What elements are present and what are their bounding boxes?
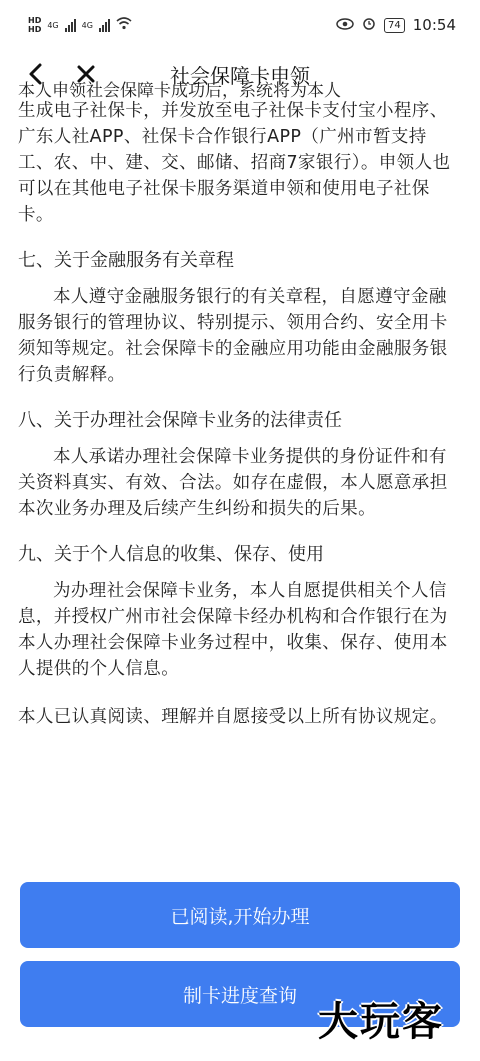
hd-label-2: HD — [28, 25, 42, 34]
eye-icon — [336, 16, 354, 34]
network-type-2: 4G — [81, 20, 93, 30]
signal-icon-2 — [99, 18, 110, 32]
battery-level: 74 — [388, 19, 401, 31]
section-9-title: 九、关于个人信息的收集、保存、使用 — [18, 544, 324, 565]
section-9-body: 为办理社会保障卡业务，本人自愿提供相关个人信息，并授权广州市社会保障卡经办机构和合作银行在为本人办理社会保障卡业务过程中，收集、保存、使用本人提供的个人信息。 — [18, 581, 448, 679]
section-7-body: 本人遵守金融服务银行的有关章程，自愿遵守金融服务银行的管理协议、特别提示、领用合约、安全用卡须知等规定。社会保障卡的金融应用功能由金融服务银行负责解释。 — [18, 287, 448, 385]
intro-paragraph: 生成电子社保卡，并发放至电子社保卡支付宝小程序、广东人社APP、社保卡合作银行APP（广州市暂支持工、农、中、建、交、邮储、招商7家银行）。申领人也可以在其他电子社保卡服务渠道申领和使用电子社保卡。 — [18, 101, 451, 225]
watermark: 大玩客 — [318, 999, 444, 1045]
status-bar — [0, 0, 480, 50]
alarm-icon — [362, 16, 376, 34]
section-8-title: 八、关于办理社会保障卡业务的法律责任 — [18, 410, 342, 431]
section-7-title: 七、关于金融服务有关章程 — [18, 250, 234, 271]
status-right — [336, 16, 480, 34]
agreement-content[interactable] — [0, 81, 480, 878]
final-statement: 本人已认真阅读、理解并自愿接受以上所有协议规定。 — [18, 707, 448, 727]
battery-icon — [384, 18, 405, 33]
clipped-text-line: 本人申领社会保障卡成功后，系统将为本人 — [18, 81, 341, 101]
hd-label-1: HD — [28, 16, 42, 25]
signal-icon — [65, 18, 76, 32]
section-8-body: 本人承诺办理社会保障卡业务提供的身份证件和有关资料真实、有效、合法。如存在虚假，本人愿意承担本次业务办理及后续产生纠纷和损失的后果。 — [18, 447, 448, 519]
wifi-icon — [116, 16, 132, 34]
network-type-1: 4G — [47, 20, 59, 30]
status-left — [0, 16, 132, 34]
start-processing-button[interactable]: 已阅读,开始办理 — [20, 882, 460, 948]
agreement-scroll — [0, 81, 480, 730]
page-title: 社会保障卡申领 — [170, 63, 310, 88]
card-progress-query-button[interactable]: 制卡进度查询 — [20, 961, 460, 1027]
hd-indicator — [28, 16, 41, 34]
clock: 10:54 — [412, 16, 456, 34]
